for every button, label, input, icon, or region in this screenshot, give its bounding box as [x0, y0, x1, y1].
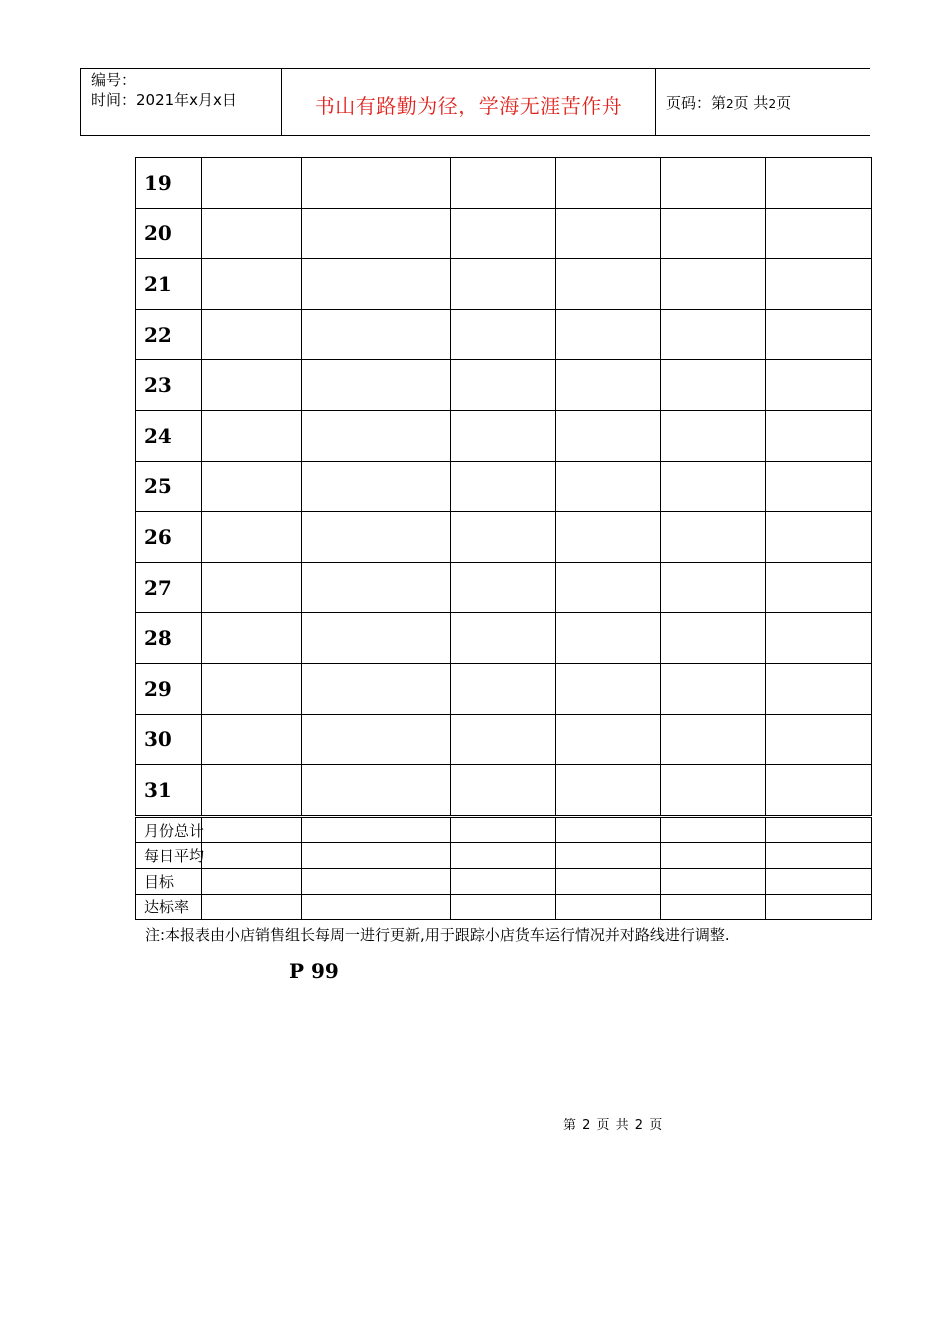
- report-note: 注:本报表由小店销售组长每周一进行更新,用于跟踪小店货车运行情况并对路线进行调整.: [145, 926, 730, 944]
- data-cell[interactable]: [202, 714, 302, 765]
- day-number: 30: [136, 714, 202, 765]
- data-cell[interactable]: [302, 765, 451, 817]
- data-cell[interactable]: [202, 158, 302, 209]
- day-number: 23: [136, 360, 202, 411]
- doc-time-label: 时间：2021年x月x日: [91, 91, 237, 109]
- data-cell[interactable]: [302, 208, 451, 259]
- data-cell[interactable]: [556, 208, 661, 259]
- day-row: [136, 208, 872, 259]
- day-number: 19: [136, 158, 202, 209]
- day-row: [136, 461, 872, 512]
- day-row: [136, 765, 872, 817]
- header-motto: 书山有路勤为径，学海无涯苦作舟: [314, 94, 623, 118]
- day-number: 21: [136, 259, 202, 310]
- data-cell[interactable]: [451, 663, 556, 714]
- data-cell[interactable]: [451, 309, 556, 360]
- summary-cell[interactable]: [302, 894, 451, 920]
- day-number: 24: [136, 410, 202, 461]
- data-cell[interactable]: [302, 259, 451, 310]
- data-cell[interactable]: [766, 714, 872, 765]
- data-cell[interactable]: [202, 360, 302, 411]
- day-row: [136, 562, 872, 613]
- day-row: [136, 714, 872, 765]
- data-cell[interactable]: [556, 461, 661, 512]
- data-cell[interactable]: [556, 714, 661, 765]
- data-cell[interactable]: [202, 613, 302, 664]
- summary-cell[interactable]: [451, 894, 556, 920]
- summary-cell[interactable]: [202, 816, 302, 843]
- summary-label: 达标率: [136, 894, 202, 920]
- data-cell[interactable]: [302, 309, 451, 360]
- data-cell[interactable]: [556, 613, 661, 664]
- day-row: [136, 410, 872, 461]
- data-cell[interactable]: [661, 360, 766, 411]
- day-row: [136, 512, 872, 563]
- summary-cell[interactable]: [451, 816, 556, 843]
- data-cell[interactable]: [202, 208, 302, 259]
- day-row: [136, 309, 872, 360]
- day-number: 27: [136, 562, 202, 613]
- day-number: 26: [136, 512, 202, 563]
- summary-cell[interactable]: [451, 843, 556, 869]
- header-meta-cell: [81, 69, 282, 135]
- data-cell[interactable]: [302, 512, 451, 563]
- data-cell[interactable]: [302, 158, 451, 209]
- data-cell[interactable]: [302, 461, 451, 512]
- summary-cell[interactable]: [302, 816, 451, 843]
- data-cell[interactable]: [302, 410, 451, 461]
- summary-cell[interactable]: [556, 894, 661, 920]
- data-cell[interactable]: [766, 158, 872, 209]
- page-footer: 第 2 页 共 2 页: [563, 1118, 664, 1133]
- data-cell[interactable]: [556, 663, 661, 714]
- data-cell[interactable]: [556, 259, 661, 310]
- summary-row: [136, 816, 872, 843]
- data-cell[interactable]: [766, 208, 872, 259]
- data-cell[interactable]: [661, 562, 766, 613]
- day-row: [136, 663, 872, 714]
- data-cell[interactable]: [451, 208, 556, 259]
- data-cell[interactable]: [661, 663, 766, 714]
- day-row: [136, 360, 872, 411]
- data-cell[interactable]: [661, 309, 766, 360]
- day-number: 31: [136, 765, 202, 817]
- summary-row: [136, 868, 872, 894]
- day-row: [136, 613, 872, 664]
- summary-cell[interactable]: [556, 843, 661, 869]
- data-cell[interactable]: [661, 765, 766, 817]
- data-cell[interactable]: [451, 714, 556, 765]
- document-header: [80, 68, 870, 136]
- data-cell[interactable]: [766, 663, 872, 714]
- day-number: 25: [136, 461, 202, 512]
- summary-row: [136, 894, 872, 920]
- data-cell[interactable]: [451, 512, 556, 563]
- summary-cell[interactable]: [202, 843, 302, 869]
- summary-row: [136, 843, 872, 869]
- summary-cell[interactable]: [766, 816, 872, 843]
- day-number: 29: [136, 663, 202, 714]
- day-number: 28: [136, 613, 202, 664]
- data-cell[interactable]: [202, 309, 302, 360]
- data-cell[interactable]: [451, 765, 556, 817]
- data-cell[interactable]: [766, 410, 872, 461]
- summary-cell[interactable]: [661, 843, 766, 869]
- day-number: 20: [136, 208, 202, 259]
- data-cell[interactable]: [302, 360, 451, 411]
- data-cell[interactable]: [661, 259, 766, 310]
- summary-cell[interactable]: [766, 843, 872, 869]
- data-cell[interactable]: [202, 765, 302, 817]
- summary-cell[interactable]: [661, 868, 766, 894]
- data-cell[interactable]: [661, 410, 766, 461]
- data-cell[interactable]: [451, 158, 556, 209]
- summary-cell[interactable]: [302, 868, 451, 894]
- summary-cell[interactable]: [766, 894, 872, 920]
- data-cell[interactable]: [766, 613, 872, 664]
- data-cell[interactable]: [451, 461, 556, 512]
- data-cell[interactable]: [766, 461, 872, 512]
- summary-cell[interactable]: [202, 868, 302, 894]
- data-cell[interactable]: [766, 562, 872, 613]
- data-cell[interactable]: [302, 562, 451, 613]
- header-page-cell: [655, 69, 871, 135]
- data-cell[interactable]: [556, 562, 661, 613]
- data-cell[interactable]: [556, 360, 661, 411]
- data-cell[interactable]: [202, 663, 302, 714]
- data-cell[interactable]: [451, 613, 556, 664]
- data-cell[interactable]: [556, 309, 661, 360]
- data-cell[interactable]: [661, 461, 766, 512]
- data-cell[interactable]: [766, 765, 872, 817]
- day-row: [136, 158, 872, 209]
- data-cell[interactable]: [451, 259, 556, 310]
- doc-number-label: 编号：: [91, 71, 137, 89]
- data-cell[interactable]: [202, 461, 302, 512]
- summary-cell[interactable]: [302, 843, 451, 869]
- data-cell[interactable]: [202, 562, 302, 613]
- summary-label: 目标: [136, 868, 202, 894]
- data-cell[interactable]: [661, 714, 766, 765]
- summary-cell[interactable]: [661, 894, 766, 920]
- data-cell[interactable]: [302, 714, 451, 765]
- data-cell[interactable]: [661, 512, 766, 563]
- summary-cell[interactable]: [661, 816, 766, 843]
- data-cell[interactable]: [202, 512, 302, 563]
- data-cell[interactable]: [766, 309, 872, 360]
- summary-label: 月份总计: [136, 816, 202, 843]
- data-cell[interactable]: [556, 410, 661, 461]
- data-cell[interactable]: [202, 410, 302, 461]
- day-row: [136, 259, 872, 310]
- data-cell[interactable]: [766, 512, 872, 563]
- data-cell[interactable]: [451, 562, 556, 613]
- data-cell[interactable]: [556, 512, 661, 563]
- page-reference: P 99: [289, 959, 339, 983]
- summary-cell[interactable]: [556, 816, 661, 843]
- data-cell[interactable]: [451, 410, 556, 461]
- data-cell[interactable]: [302, 613, 451, 664]
- summary-cell[interactable]: [556, 868, 661, 894]
- header-page-indicator: 页码：第2页 共2页: [666, 94, 792, 112]
- data-cell[interactable]: [556, 158, 661, 209]
- data-cell[interactable]: [661, 158, 766, 209]
- data-cell[interactable]: [556, 765, 661, 817]
- summary-cell[interactable]: [202, 894, 302, 920]
- summary-label: 每日平均: [136, 843, 202, 869]
- data-cell[interactable]: [766, 259, 872, 310]
- data-cell[interactable]: [766, 360, 872, 411]
- day-number: 22: [136, 309, 202, 360]
- daily-report-table: [135, 157, 872, 920]
- data-cell[interactable]: [661, 208, 766, 259]
- data-cell[interactable]: [202, 259, 302, 310]
- data-cell[interactable]: [661, 613, 766, 664]
- summary-cell[interactable]: [766, 868, 872, 894]
- data-cell[interactable]: [302, 663, 451, 714]
- summary-cell[interactable]: [451, 868, 556, 894]
- data-cell[interactable]: [451, 360, 556, 411]
